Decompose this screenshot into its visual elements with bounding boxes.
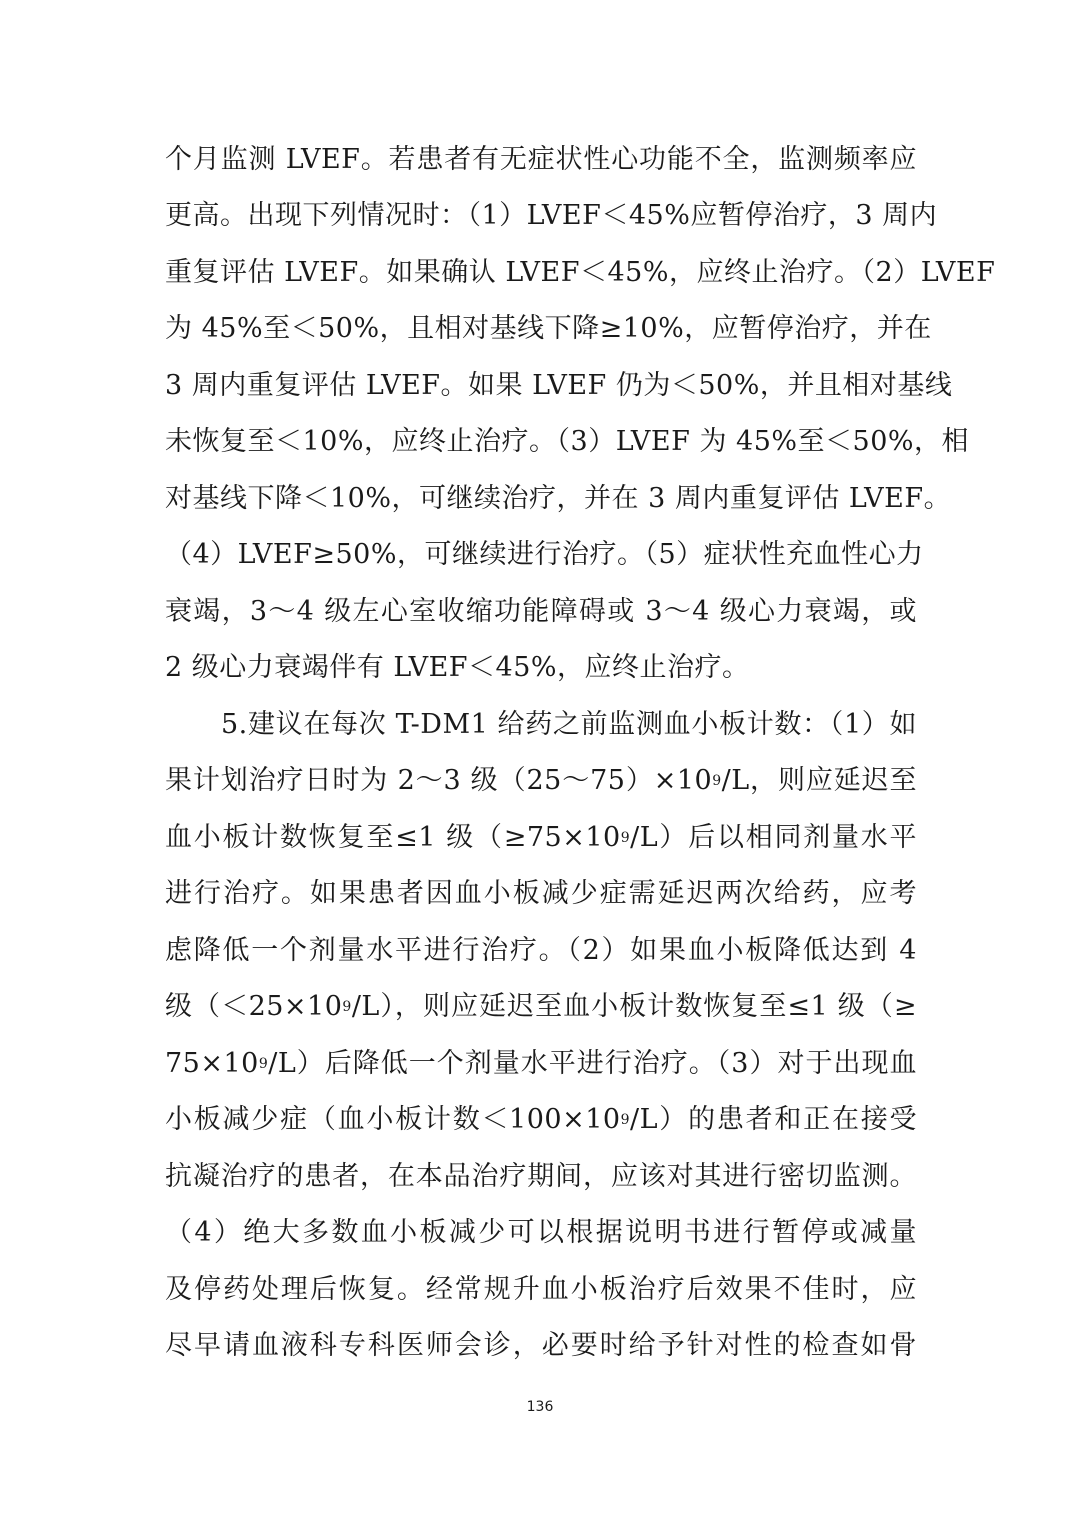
text-line: 2 级心力衰竭伴有 LVEF＜45%，应终止治疗。 xyxy=(165,652,750,683)
text-line xyxy=(165,818,917,858)
text-segment: 75×10 xyxy=(165,1048,259,1079)
page-number: 136 xyxy=(526,1399,554,1415)
text-line: 3 周内重复评估 LVEF。如果 LVEF 仍为＜50%，并且相对基线 xyxy=(165,370,953,401)
superscript: 9 xyxy=(258,1056,269,1072)
text-line: 抗凝治疗的患者，在本品治疗期间，应该对其进行密切监测。 xyxy=(165,1161,917,1192)
text-segment: /L）后降低一个剂量水平进行治疗。（3）对于出现血 xyxy=(268,1048,917,1079)
text-line: 更高。出现下列情况时：（1）LVEF＜45%应暂停治疗，3 周内 xyxy=(165,200,938,231)
text-line: 个月监测 LVEF。若患者有无症状性心功能不全，监测频率应 xyxy=(165,144,917,175)
text-line: （4）LVEF≥50%，可继续进行治疗。（5）症状性充血性心力 xyxy=(165,539,924,570)
superscript: 9 xyxy=(620,830,631,846)
text-line: 5.建议在每次 T-DM1 给药之前监测血小板计数：（1）如 xyxy=(221,709,917,740)
text-line xyxy=(165,1100,917,1140)
text-segment: /L）的患者和正在接受 xyxy=(629,1104,917,1135)
text-segment: 果计划治疗日时为 2～3 级（25～75）×10 xyxy=(165,765,713,796)
text-line: 尽早请血液科专科医师会诊，必要时给予针对性的检查如骨 xyxy=(165,1330,917,1361)
text-line: （4）绝大多数血小板减少可以根据说明书进行暂停或减量 xyxy=(165,1217,917,1248)
text-line: 衰竭，3～4 级左心室收缩功能障碍或 3～4 级心力衰竭，或 xyxy=(165,596,917,627)
text-segment: 级（＜25×10 xyxy=(165,991,343,1022)
text-line: 进行治疗。如果患者因血小板减少症需延迟两次给药，应考 xyxy=(165,878,917,909)
text-line xyxy=(165,987,917,1027)
text-segment: /L，则应延迟至 xyxy=(721,765,917,796)
text-line xyxy=(165,761,917,801)
text-line: 虑降低一个剂量水平进行治疗。（2）如果血小板降低达到 4 xyxy=(165,935,917,966)
text-line: 对基线下降＜10%，可继续治疗，并在 3 周内重复评估 LVEF。 xyxy=(165,483,952,514)
superscript: 9 xyxy=(342,999,352,1015)
superscript: 9 xyxy=(712,773,722,789)
text-line: 重复评估 LVEF。如果确认 LVEF＜45%，应终止治疗。（2）LVEF xyxy=(165,257,996,288)
text-line: 未恢复至＜10%，应终止治疗。（3）LVEF 为 45%至＜50%，相 xyxy=(165,426,970,457)
text-segment: /L），则应延迟至血小板计数恢复至≤1 级（≥ xyxy=(351,991,917,1022)
superscript: 9 xyxy=(620,1112,630,1128)
text-segment: 血小板计数恢复至≤1 级（≥75×10 xyxy=(165,822,621,853)
text-segment: 小板减少症（血小板计数＜100×10 xyxy=(165,1104,621,1135)
text-line: 为 45%至＜50%，且相对基线下降≥10%，应暂停治疗，并在 xyxy=(165,313,932,344)
text-line xyxy=(165,1044,917,1084)
text-line: 及停药处理后恢复。经常规升血小板治疗后效果不佳时，应 xyxy=(165,1274,917,1305)
text-segment: /L）后以相同剂量水平 xyxy=(630,822,918,853)
